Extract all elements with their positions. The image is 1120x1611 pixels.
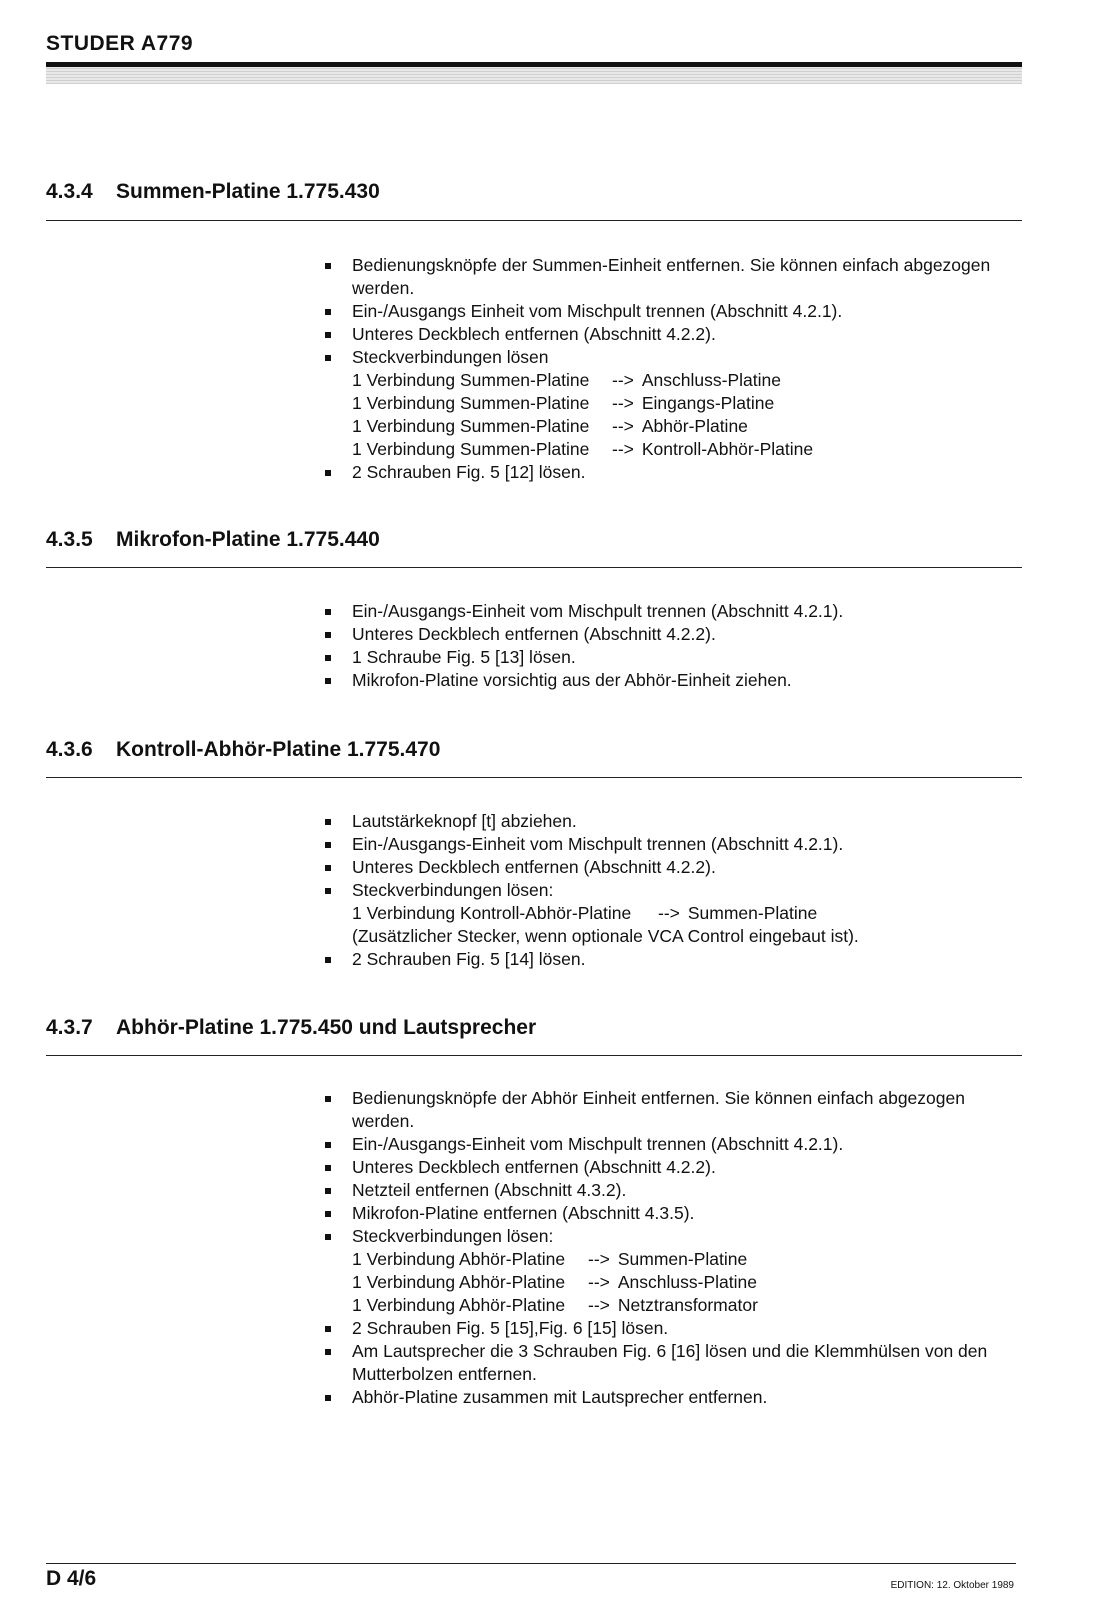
list-item-text: Steckverbindungen lösen: [352, 1226, 554, 1246]
list-item: Am Lautsprecher die 3 Schrauben Fig. 6 [16] lösen und die Klemmhülsen von den Mutterbolzen entfernen. [322, 1340, 1020, 1386]
connection-from: 1 Verbindung Abhör-Platine [352, 1249, 566, 1269]
arrow: --> [588, 1295, 610, 1315]
section-list-4-3-4 [322, 254, 1020, 484]
list-item: Abhör-Platine zusammen mit Lautsprecher entfernen. [322, 1386, 1020, 1409]
list-item: Ein-/Ausgangs-Einheit vom Mischpult trennen (Abschnitt 4.2.1). [322, 833, 1020, 856]
list-item [322, 1225, 1020, 1317]
section-title-4-3-4 [46, 180, 380, 204]
section-title-4-3-7 [46, 1016, 536, 1040]
footer-rule [46, 1563, 1016, 1564]
connection-to: Kontroll-Abhör-Platine [641, 439, 814, 459]
section-heading: Summen-Platine 1.775.430 [116, 180, 380, 203]
section-rule [46, 1055, 1022, 1056]
connection-to: Summen-Platine [687, 903, 818, 923]
list-item-text: Steckverbindungen lösen [352, 347, 549, 367]
connection-to: Anschluss-Platine [617, 1272, 757, 1292]
connection-from: 1 Verbindung Kontroll-Abhör-Platine [352, 903, 632, 923]
connection-from: 1 Verbindung Abhör-Platine [352, 1272, 566, 1292]
footer-page-number: D 4/6 [46, 1567, 97, 1590]
section-title-4-3-5 [46, 528, 380, 552]
list-item: Unteres Deckblech entfernen (Abschnitt 4.2.2). [322, 323, 1020, 346]
section-list-4-3-6 [322, 810, 1020, 971]
connection-to: Netztransformator [617, 1295, 758, 1315]
connection-to: Summen-Platine [617, 1249, 748, 1269]
connection-row [352, 1248, 1020, 1271]
list-item: 2 Schrauben Fig. 5 [14] lösen. [322, 948, 1020, 971]
list-item [322, 879, 1020, 948]
connection-row [352, 415, 1020, 438]
list-item: 2 Schrauben Fig. 5 [15],Fig. 6 [15] lösen. [322, 1317, 1020, 1340]
connection-from: 1 Verbindung Summen-Platine [352, 416, 590, 436]
header-bar [46, 62, 1022, 84]
list-item: 1 Schraube Fig. 5 [13] lösen. [322, 646, 1020, 669]
section-heading: Mikrofon-Platine 1.775.440 [116, 528, 380, 551]
list-item [322, 346, 1020, 461]
section-heading: Abhör-Platine 1.775.450 und Lautsprecher [116, 1016, 537, 1039]
list-item: 2 Schrauben Fig. 5 [12] lösen. [322, 461, 1020, 484]
list-item: Ein-/Ausgangs-Einheit vom Mischpult trennen (Abschnitt 4.2.1). [322, 600, 1020, 623]
connection-row [352, 902, 1020, 925]
section-rule [46, 220, 1022, 221]
list-item-text: Steckverbindungen lösen: [352, 880, 554, 900]
section-number: 4.3.4 [46, 180, 93, 203]
list-item: Ein-/Ausgangs-Einheit vom Mischpult trennen (Abschnitt 4.2.1). [322, 1133, 1020, 1156]
arrow: --> [658, 903, 680, 923]
connection-row [352, 1294, 1020, 1317]
section-rule [46, 567, 1022, 568]
list-item: Bedienungsknöpfe der Abhör Einheit entfernen. Sie können einfach abgezogen werden. [322, 1087, 1020, 1133]
connection-from: 1 Verbindung Summen-Platine [352, 393, 590, 413]
arrow: --> [612, 370, 634, 390]
connection-row [352, 1271, 1020, 1294]
section-list-4-3-7 [322, 1087, 1020, 1409]
section-title-4-3-6 [46, 738, 440, 762]
connection-to: Anschluss-Platine [641, 370, 781, 390]
connection-row [352, 392, 1020, 415]
section-number: 4.3.6 [46, 738, 93, 761]
arrow: --> [612, 393, 634, 413]
list-item-note: (Zusätzlicher Stecker, wenn optionale VCA Control eingebaut ist). [352, 926, 859, 946]
arrow: --> [588, 1272, 610, 1292]
footer-edition: EDITION: 12. Oktober 1989 [890, 1580, 1014, 1591]
list-item: Unteres Deckblech entfernen (Abschnitt 4.2.2). [322, 856, 1020, 879]
list-item: Unteres Deckblech entfernen (Abschnitt 4.2.2). [322, 623, 1020, 646]
arrow: --> [612, 416, 634, 436]
list-item: Lautstärkeknopf [t] abziehen. [322, 810, 1020, 833]
list-item: Mikrofon-Platine entfernen (Abschnitt 4.3.5). [322, 1202, 1020, 1225]
arrow: --> [588, 1249, 610, 1269]
list-item: Bedienungsknöpfe der Summen-Einheit entfernen. Sie können einfach abgezogen werden. [322, 254, 1020, 300]
connection-from: 1 Verbindung Summen-Platine [352, 439, 590, 459]
list-item: Netzteil entfernen (Abschnitt 4.3.2). [322, 1179, 1020, 1202]
section-number: 4.3.5 [46, 528, 93, 551]
connection-row [352, 438, 1020, 461]
connection-from: 1 Verbindung Summen-Platine [352, 370, 590, 390]
connection-row [352, 369, 1020, 392]
section-number: 4.3.7 [46, 1016, 93, 1039]
section-list-4-3-5 [322, 600, 1020, 692]
page-header-title: STUDER A779 [46, 32, 194, 55]
section-heading: Kontroll-Abhör-Platine 1.775.470 [116, 738, 441, 761]
arrow: --> [612, 439, 634, 459]
connection-from: 1 Verbindung Abhör-Platine [352, 1295, 566, 1315]
list-item: Unteres Deckblech entfernen (Abschnitt 4.2.2). [322, 1156, 1020, 1179]
connection-to: Eingangs-Platine [641, 393, 775, 413]
list-item: Ein-/Ausgangs Einheit vom Mischpult trennen (Abschnitt 4.2.1). [322, 300, 1020, 323]
section-rule [46, 777, 1022, 778]
list-item: Mikrofon-Platine vorsichtig aus der Abhör-Einheit ziehen. [322, 669, 1020, 692]
connection-to: Abhör-Platine [641, 416, 748, 436]
